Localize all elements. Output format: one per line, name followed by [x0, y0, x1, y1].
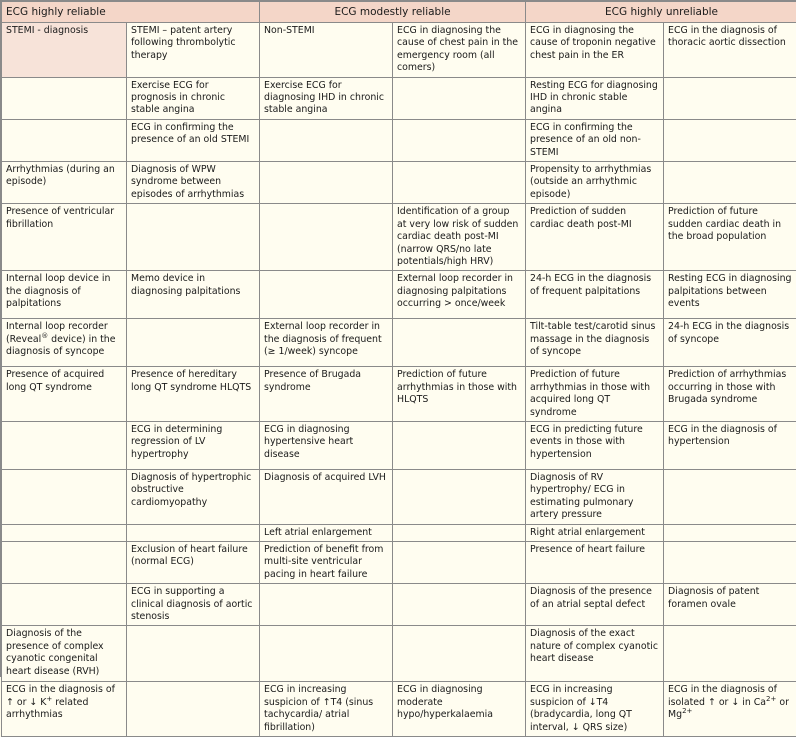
- table-row: [2, 469, 796, 524]
- table-cell: [664, 162, 796, 204]
- table-cell: [393, 682, 526, 737]
- table-cell: [2, 23, 127, 78]
- cell-text: Tilt-table test/carotid sinus massage in the diagnosis of syncope: [530, 321, 655, 357]
- cell-text: ECG in the diagnosis of isolated ↑ or ↓ in $Ca^{2+}$ or $Mg^{2+}$: [668, 684, 789, 720]
- header-row: [2, 2, 796, 23]
- table-cell: [127, 541, 260, 583]
- cell-text: Prediction of arrhythmias occurring in those with Brugada syndrome: [668, 369, 786, 405]
- table-cell: [393, 319, 526, 367]
- table-cell: [127, 23, 260, 78]
- table-cell: [393, 524, 526, 541]
- header-highly-reliable: ECG highly reliable: [2, 2, 260, 23]
- cell-text: Prediction of sudden cardiac death post-MI: [530, 206, 632, 229]
- table-row: [2, 162, 796, 204]
- cell-text: Arrhythmias (during an episode): [6, 164, 115, 187]
- table-cell: [393, 162, 526, 204]
- cell-text: Diagnosis of the exact nature of complex cyanotic heart disease: [530, 628, 658, 664]
- table-cell: [260, 319, 393, 367]
- cell-text: Presence of hereditary long QT syndrome HLQTS: [131, 369, 251, 392]
- table-row: [2, 541, 796, 583]
- table-cell: [664, 682, 796, 737]
- table-row: [2, 584, 796, 626]
- cell-text: ECG in the diagnosis of hypertension: [668, 424, 777, 447]
- cell-text: External loop recorder in diagnosing palpitations occurring > once/week: [397, 273, 513, 309]
- cell-text: Left atrial enlargement: [264, 527, 372, 538]
- table-body: [2, 23, 796, 737]
- table-cell: [526, 584, 664, 626]
- table-cell: [127, 584, 260, 626]
- table-cell: [260, 682, 393, 737]
- table-row: [2, 367, 796, 422]
- table-cell: [2, 367, 127, 422]
- cell-text: 24-h ECG in the diagnosis of syncope: [668, 321, 789, 344]
- table-cell: [393, 541, 526, 583]
- table-cell: [526, 367, 664, 422]
- table-cell: [260, 524, 393, 541]
- table-cell: [526, 469, 664, 524]
- cell-text: ECG in confirming the presence of an old STEMI: [131, 122, 249, 145]
- table-cell: [260, 584, 393, 626]
- cell-text: Diagnosis of the presence of complex cyanotic congenital heart disease (RVH): [6, 628, 104, 676]
- cell-text: Identification of a group at very low risk of sudden cardiac death post-MI (narrow QRS/no late potentials/high HRV): [397, 206, 518, 267]
- table-cell: [260, 271, 393, 319]
- table-row: [2, 77, 796, 119]
- table-cell: [127, 319, 260, 367]
- table-cell: [526, 77, 664, 119]
- table-cell: [127, 469, 260, 524]
- table-cell: [664, 271, 796, 319]
- table-cell: [2, 319, 127, 367]
- table-cell: [260, 367, 393, 422]
- table-cell: [127, 626, 260, 682]
- table-cell: [393, 626, 526, 682]
- cell-text: STEMI – patent artery following thrombolytic therapy: [131, 25, 236, 61]
- table-cell: [2, 541, 127, 583]
- table-cell: [127, 204, 260, 271]
- cell-text: Internal loop device in the diagnosis of palpitations: [6, 273, 110, 309]
- cell-text: ECG in increasing suspicion of ↑T4 (sinus tachycardia/ atrial fibrillation): [264, 684, 373, 732]
- cell-text: Exercise ECG for diagnosing IHD in chronic stable angina: [264, 80, 384, 116]
- cell-text: Presence of heart failure: [530, 544, 645, 555]
- table-cell: [526, 541, 664, 583]
- cell-text: Diagnosis of hypertrophic obstructive cardiomyopathy: [131, 472, 251, 508]
- table-cell: [2, 626, 127, 682]
- cell-text: Exercise ECG for prognosis in chronic stable angina: [131, 80, 225, 116]
- table-cell: [393, 367, 526, 422]
- table-cell: [127, 77, 260, 119]
- table-cell: [127, 421, 260, 469]
- cell-text: ECG in diagnosing the cause of troponin negative chest pain in the ER: [530, 25, 656, 61]
- table-cell: [260, 469, 393, 524]
- cell-text: ECG in increasing suspicion of ↓T4 (bradycardia, long QT interval, ↓ QRS size): [530, 684, 632, 732]
- table-cell: [127, 119, 260, 161]
- table-cell: [664, 584, 796, 626]
- table-cell: [2, 524, 127, 541]
- table-cell: [2, 584, 127, 626]
- table-row: [2, 421, 796, 469]
- cell-text: ECG in predicting future events in those with hypertension: [530, 424, 643, 460]
- table-cell: [664, 119, 796, 161]
- cell-text: Resting ECG for diagnosing IHD in chronic stable angina: [530, 80, 658, 116]
- table-cell: [664, 204, 796, 271]
- table-cell: [664, 23, 796, 78]
- cell-text: Presence of acquired long QT syndrome: [6, 369, 104, 392]
- cell-text: Diagnosis of patent foramen ovale: [668, 586, 759, 609]
- table-cell: [260, 204, 393, 271]
- table-row: [2, 119, 796, 161]
- cell-text: ECG in diagnosing the cause of chest pain in the emergency room (all comers): [397, 25, 518, 73]
- table-cell: [260, 77, 393, 119]
- cell-text: Diagnosis of RV hypertrophy/ ECG in estimating pulmonary artery pressure: [530, 472, 633, 520]
- table-row: [2, 626, 796, 682]
- cell-text: Propensity to arrhythmias (outside an arrhythmic episode): [530, 164, 651, 200]
- table-cell: [260, 626, 393, 682]
- cell-text: ECG in determining regression of LV hypertrophy: [131, 424, 222, 460]
- table-cell: [393, 584, 526, 626]
- table-cell: [393, 271, 526, 319]
- table-row: [2, 23, 796, 78]
- cell-text: Prediction of future arrhythmias in those with HLQTS: [397, 369, 517, 405]
- table-cell: [526, 421, 664, 469]
- header-highly-unreliable: ECG highly unreliable: [526, 2, 796, 23]
- cell-text: Prediction of benefit from multi-site ventricular pacing in heart failure: [264, 544, 383, 580]
- table-cell: [526, 119, 664, 161]
- table-cell: [664, 421, 796, 469]
- table-row: [2, 204, 796, 271]
- table-cell: [260, 119, 393, 161]
- table-cell: [393, 23, 526, 78]
- table-cell: [664, 469, 796, 524]
- table-cell: [393, 77, 526, 119]
- cell-text: Diagnosis of acquired LVH: [264, 472, 386, 483]
- table-row: [2, 524, 796, 541]
- table-cell: [526, 319, 664, 367]
- table-cell: [526, 162, 664, 204]
- table-cell: [127, 367, 260, 422]
- table-cell: [664, 319, 796, 367]
- table-cell: [526, 524, 664, 541]
- table-cell: [2, 204, 127, 271]
- table-cell: [2, 469, 127, 524]
- table-cell: [526, 626, 664, 682]
- table-cell: [260, 23, 393, 78]
- cell-text: ECG in diagnosing moderate hypo/hyperkalaemia: [397, 684, 493, 720]
- table-cell: [664, 626, 796, 682]
- table-cell: [127, 524, 260, 541]
- cell-text: STEMI - diagnosis: [6, 25, 88, 36]
- cell-text: Memo device in diagnosing palpitations: [131, 273, 240, 296]
- table-cell: [393, 421, 526, 469]
- cell-text: Prediction of future arrhythmias in those with acquired long QT syndrome: [530, 369, 650, 417]
- table-cell: [664, 367, 796, 422]
- table-cell: [260, 162, 393, 204]
- table-cell: [526, 204, 664, 271]
- cell-text: ECG in confirming the presence of an old non-STEMI: [530, 122, 641, 158]
- table-cell: [127, 682, 260, 737]
- table-row: [2, 271, 796, 319]
- table-cell: [2, 119, 127, 161]
- cell-text: Non-STEMI: [264, 25, 315, 36]
- cell-text: External loop recorder in the diagnosis of frequent (≥ 1/week) syncope: [264, 321, 382, 357]
- table-row: [2, 682, 796, 737]
- table-cell: [2, 77, 127, 119]
- cell-text: 24-h ECG in the diagnosis of frequent palpitations: [530, 273, 651, 296]
- cell-text: Resting ECG in diagnosing palpitations between events: [668, 273, 791, 309]
- table-cell: [2, 682, 127, 737]
- header-modestly-reliable: ECG modestly reliable: [260, 2, 526, 23]
- table-cell: [127, 271, 260, 319]
- table-cell: [2, 421, 127, 469]
- ecg-reliability-table: [1, 1, 796, 737]
- table-row: [2, 319, 796, 367]
- table-cell: [393, 204, 526, 271]
- table-cell: [260, 541, 393, 583]
- cell-text: ECG in the diagnosis of ↑ or ↓ K+ related arrhythmias: [6, 684, 115, 720]
- cell-text: Diagnosis of WPW syndrome between episodes of arrhythmias: [131, 164, 244, 200]
- table-cell: [2, 271, 127, 319]
- table-cell: [393, 119, 526, 161]
- table-cell: [526, 23, 664, 78]
- cell-text: Prediction of future sudden cardiac death in the broad population: [668, 206, 781, 242]
- table-cell: [260, 421, 393, 469]
- table-cell: [526, 682, 664, 737]
- cell-text: Presence of ventricular fibrillation: [6, 206, 114, 229]
- cell-text: Exclusion of heart failure (normal ECG): [131, 544, 248, 567]
- table-cell: [2, 162, 127, 204]
- table-cell: [393, 469, 526, 524]
- table-cell: [664, 541, 796, 583]
- table-cell: [664, 77, 796, 119]
- cell-text: Diagnosis of the presence of an atrial septal defect: [530, 586, 652, 609]
- cell-text: ECG in supporting a clinical diagnosis of aortic stenosis: [131, 586, 252, 622]
- cell-text: Right atrial enlargement: [530, 527, 645, 538]
- cell-text: ECG in diagnosing hypertensive heart disease: [264, 424, 353, 460]
- cell-text: Internal loop recorder (Reveal® device) in the diagnosis of syncope: [6, 321, 116, 357]
- table-cell: [127, 162, 260, 204]
- table-cell: [664, 524, 796, 541]
- table-cell: [526, 271, 664, 319]
- cell-text: Presence of Brugada syndrome: [264, 369, 361, 392]
- cell-text: ECG in the diagnosis of thoracic aortic dissection: [668, 25, 786, 48]
